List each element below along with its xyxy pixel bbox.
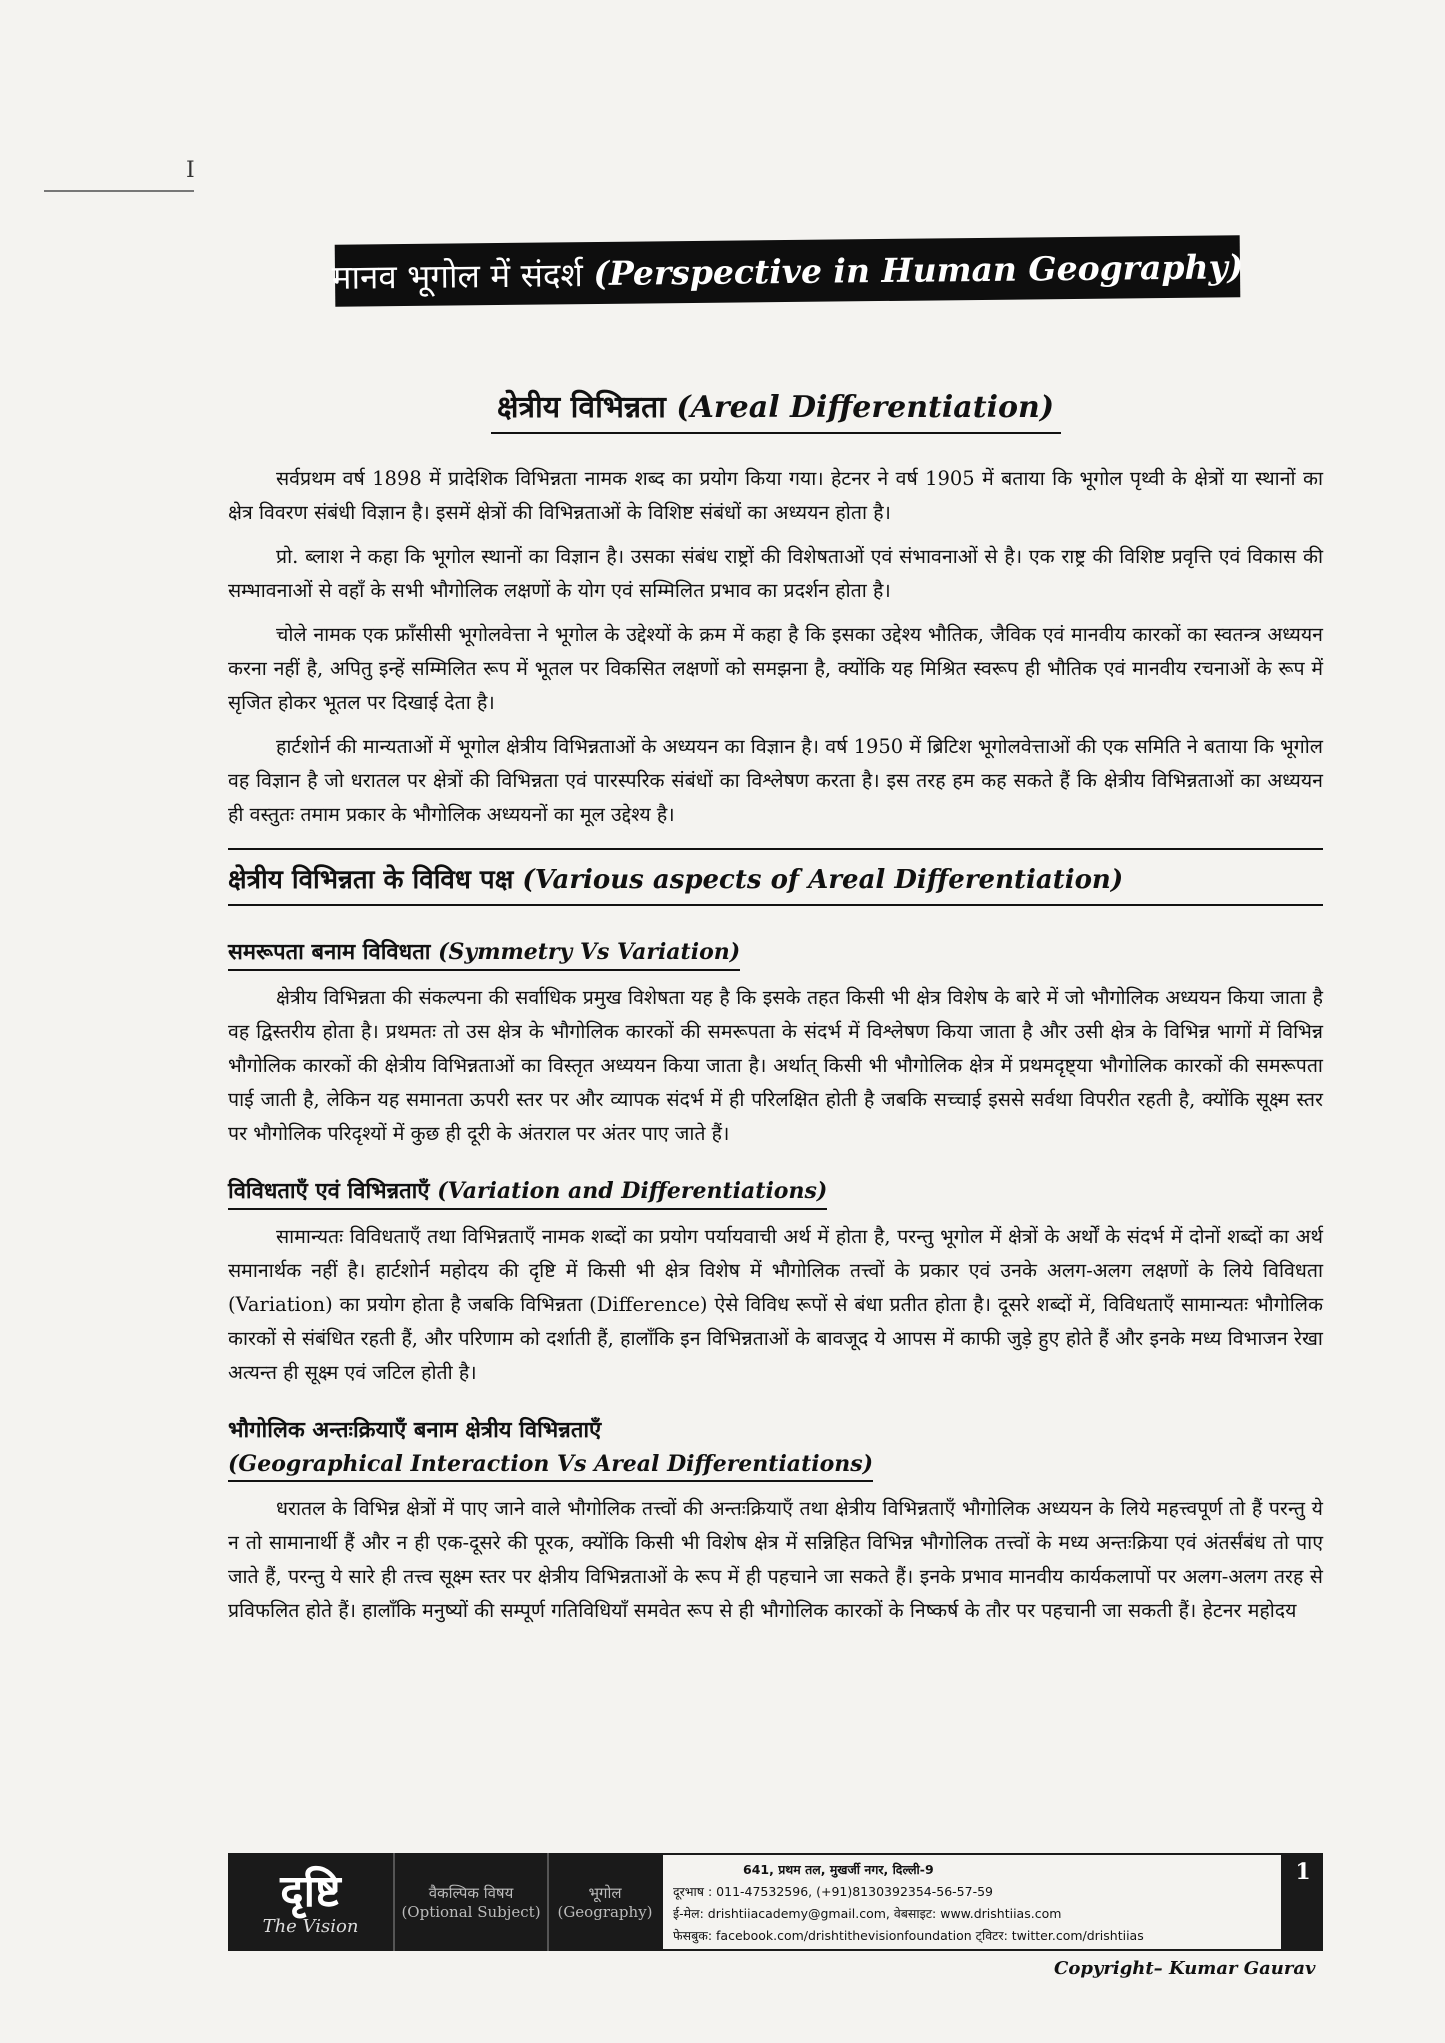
optional-subject-english: (Optional Subject) [401, 1903, 541, 1921]
address: 641, प्रथम तल, मुखर्जी नगर, दिल्ली-9 [743, 1862, 934, 1877]
logo-subtitle: The Vision [262, 1915, 359, 1937]
geography-english: (Geography) [557, 1903, 653, 1921]
heading-english: (Various aspects of Areal Differentiation) [522, 865, 1124, 895]
subheading-variation-and-differentiations [228, 1175, 827, 1210]
chapter-title-banner [331, 235, 1244, 306]
paragraph: चोले नामक एक फ्राँसीसी भूगोलवेत्ता ने भूगोल के उद्देश्यों के क्रम में कहा है कि इसका उद्देश्य भौतिक, जैविक एवं मानवीय कारकों का स्वतन्त्र अध्ययन करना नहीं है, अपितु इन्हें सम्मिलित रूप में भूतल पर विकसित लक्षणों को समझना है, क्योंकि यह मिश्रित स्वरूप ही भौतिक एवं मानवीय रचनाओं के रूप में सृजित होकर भूतल पर दिखाई देता है। [228, 623, 1323, 714]
social-links: फेसबुक: facebook.com/drishtithevisionfoundation ट्विटर: twitter.com/drishtiias [673, 1928, 1144, 1943]
subheading-hindi: समरूपता बनाम विविधता [228, 939, 431, 965]
paragraph: सामान्यतः विविधताएँ तथा विभिन्नताएँ नामक शब्दों का प्रयोग पर्यायवाची अर्थ में होता है, परन्तु भूगोल में क्षेत्रों के अर्थों के संदर्भ में दोनों शब्दों का अर्थ समानार्थक नहीं है। हार्टशोर्न महोदय की दृष्टि में किसी भी क्षेत्र विशेष में भौगोलिक तत्त्वों के प्रकार एवं उनके अलग-अलग लक्षणों के लिये विविधता (Variation) का प्रयोग होता है जबकि विभिन्नता (Difference) ऐसे विविध रूपों से बंधा प्रतीत होता है। दूसरे शब्दों में, विविधताएँ सामान्यतः भौगोलिक कारकों से संबंधित रहती हैं, और परिणाम को दर्शाती हैं, हालाँकि इन विभिन्नताओं के बावजूद ये आपस में काफी जुड़े हुए होते हैं और इनके मध्य विभाजन रेखा अत्यन्त ही सूक्ष्म एवं जटिल होती है। [228, 1225, 1323, 1384]
subheading-geographical-interaction [228, 1400, 1323, 1492]
subheading-english: (Variation and Differentiations) [437, 1178, 828, 1204]
section-title-english: (Areal Differentiation) [676, 390, 1055, 425]
contact-info [661, 1853, 1283, 1951]
phone: दूरभाष : 011-47532596, (+91)8130392354-56-57-59 [673, 1884, 994, 1899]
subheading-hindi: विविधताएँ एवं विभिन्नताएँ [228, 1178, 430, 1204]
optional-subject-hindi: वैकल्पिक विषय [428, 1884, 514, 1902]
paragraph: धरातल के विभिन्न क्षेत्रों में पाए जाने वाले भौगोलिक तत्त्वों की अन्तःक्रियाएँ तथा क्षेत्रीय विभिन्नताएँ भौगोलिक अध्ययन के लिये महत्त्वपूर्ण तो हैं परन्तु ये न तो सामानार्थी हैं और न ही एक-दूसरे की पूरक, क्योंकि किसी भी विशेष क्षेत्र में सन्निहित विभिन्न भौगोलिक तत्त्वों के मध्य अन्तःक्रिया एवं अंतर्संबंध तो पाए जाते हैं, परन्तु ये सारे ही तत्त्व सूक्ष्म स्तर पर क्षेत्रीय विभिन्नताओं के रूप में ही पहचाने जा सकते हैं। इनके प्रभाव मानवीय कार्यकलापों पर अलग-अलग तरह से प्रविफलित होते हैं। हालाँकि मनुष्यों की सम्पूर्ण गतिविधियाँ समवेत रूप से ही भौगोलिक कारकों के निष्कर्ष के तौर पर पहचानी जा सकती हैं। हेटनर महोदय [228, 1497, 1323, 1622]
subheading-english: (Geographical Interaction Vs Areal Differentiations) [228, 1451, 873, 1482]
scan-dash [44, 190, 194, 192]
section-title-hindi: क्षेत्रीय विभिन्नता [496, 390, 666, 425]
margin-mark: I [186, 158, 195, 183]
subheading-english: (Symmetry Vs Variation) [438, 939, 741, 965]
section-heading-various-aspects [228, 850, 1323, 906]
page-footer [228, 1853, 1323, 1951]
section-title-areal-differentiation [491, 385, 1061, 434]
optional-subject-box [393, 1853, 547, 1951]
page-number: 1 [1295, 1859, 1311, 1885]
paragraph: सर्वप्रथम वर्ष 1898 में प्रादेशिक विभिन्नता नामक शब्द का प्रयोग किया गया। हेटनर ने वर्ष 1905 में बताया कि भूगोल पृथ्वी के क्षेत्रों या स्थानों का क्षेत्र विवरण संबंधी विज्ञान है। इसमें क्षेत्रों की विभिन्नताओं के विशिष्ट संबंधों का अध्ययन होता है। [228, 467, 1323, 524]
main-content [228, 385, 1323, 1638]
paragraph: प्रो. ब्लाश ने कहा कि भूगोल स्थानों का विज्ञान है। उसका संबंध राष्ट्रों की विशेषताओं एवं संभावनाओं से है। एक राष्ट्र की विशिष्ट प्रवृत्ति एवं विकास की सम्भावनाओं से वहाँ के सभी भौगोलिक लक्षणों के योग एवं सम्मिलित प्रभाव का प्रदर्शन होता है। [228, 545, 1323, 602]
subheading-hindi: भौगोलिक अन्तःक्रियाएँ बनाम क्षेत्रीय विभिन्नताएँ [228, 1417, 602, 1443]
copyright: Copyright– Kumar Gaurav [1054, 1958, 1316, 1979]
heading-hindi: क्षेत्रीय विभिन्नता के विविध पक्ष [228, 865, 514, 895]
email-website: ई-मेल: drishtiiacademy@gmail.com, वेबसाइट: www.drishtiias.com [673, 1906, 1062, 1921]
chapter-title-hindi: मानव भूगोल में संदर्श [331, 254, 584, 297]
paragraph: क्षेत्रीय विभिन्नता की संकल्पना की सर्वाधिक प्रमुख विशेषता यह है कि इसके तहत किसी भी क्षेत्र विशेष के बारे में जो भौगोलिक अध्ययन किया जाता है वह द्विस्तरीय होता है। प्रथमतः तो उस क्षेत्र के भौगोलिक कारकों की समरूपता के संदर्भ में विश्लेषण किया जाता है और उसी क्षेत्र के विभिन्न भागों में विभिन्न भौगोलिक कारकों की क्षेत्रीय विभिन्नताओं का विस्तृत अध्ययन किया जाता है। अर्थात् किसी भी भौगोलिक क्षेत्र में प्रथमदृष्ट्या भौगोलिक कारकों की समरूपता पाई जाती है, लेकिन यह समानता ऊपरी स्तर पर और व्यापक संदर्भ में ही परिलक्षित होती है जबकि सच्चाई इससे सर्वथा विपरीत रहती है, क्योंकि सूक्ष्म स्तर पर भौगोलिक परिदृश्यों में कुछ ही दूरी के अंतराल पर अंतर पाए जाते हैं। [228, 986, 1323, 1145]
paragraph: हार्टशोर्न की मान्यताओं में भूगोल क्षेत्रीय विभिन्नताओं के अध्ययन का विज्ञान है। वर्ष 1950 में ब्रिटिश भूगोलवेत्ताओं की एक समिति ने बताया कि भूगोल वह विज्ञान है जो धरातल पर क्षेत्रों की विभिन्नता एवं पारस्परिक संबंधों का विश्लेषण करता है। इस तरह हम कह सकते हैं कि क्षेत्रीय विभिन्नताओं का अध्ययन ही वस्तुतः तमाम प्रकार के भौगोलिक अध्ययनों का मूल उद्देश्य है। [228, 735, 1323, 826]
geography-hindi: भूगोल [588, 1884, 622, 1902]
chapter-title-english: (Perspective in Human Geography) [593, 246, 1244, 293]
subheading-symmetry-vs-variation [228, 936, 740, 971]
brand-logo [228, 1853, 393, 1951]
logo-text: दृष्टि [280, 1865, 341, 1917]
geography-box [547, 1853, 661, 1951]
